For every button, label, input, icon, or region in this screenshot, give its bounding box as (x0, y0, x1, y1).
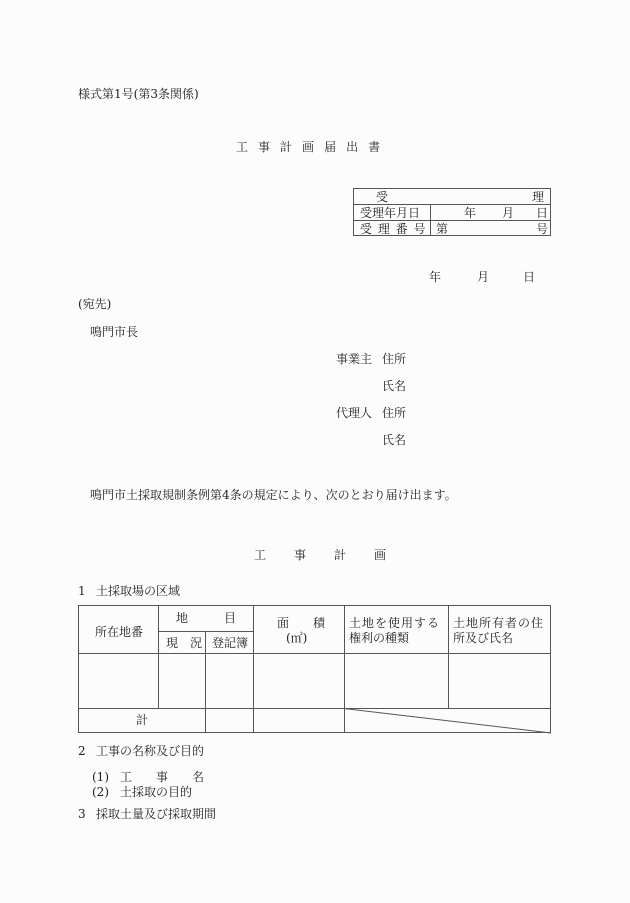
agent-label: 代理人 (336, 406, 373, 420)
section-2-number: 2 (78, 744, 86, 758)
section-3-title: 採取土量及び採取期間 (96, 807, 217, 821)
section-2-item-2-label: 土採取の目的 (120, 785, 193, 799)
receipt-date-year: 年 (464, 206, 477, 220)
total-label: 計 (136, 713, 149, 727)
business-owner-label: 事業主 (336, 352, 373, 366)
document-title (236, 141, 380, 153)
title-char: 計 (280, 140, 293, 154)
plan-title-char: 工 (254, 548, 267, 562)
section-1-title: 土採取場の区域 (96, 584, 181, 598)
business-owner-address-label: 住所 (382, 352, 407, 366)
header-rights-line2: 権利の種類 (349, 631, 410, 645)
header-rights: 土地を使用する (349, 616, 441, 630)
cell-rights[interactable] (345, 654, 448, 708)
cell-area[interactable] (254, 654, 344, 708)
land-area-table (78, 605, 551, 733)
date-month: 月 (477, 270, 490, 284)
header-owner-line2: 所及び氏名 (453, 631, 514, 645)
form-number: 様式第1号(第3条関係) (78, 87, 199, 101)
agent-address-label: 住所 (382, 406, 407, 420)
section-2-item-1-number: (1) (92, 770, 109, 784)
receipt-number-suffix: 号 (536, 222, 549, 236)
cell-registry[interactable] (206, 654, 253, 708)
date-year: 年 (429, 270, 442, 284)
header-land-category: 地 目 (176, 611, 237, 625)
plan-title-char: 画 (374, 548, 387, 562)
section-2-item-2-number: (2) (92, 785, 109, 799)
divider (430, 205, 431, 235)
header-area: 面 積 (277, 616, 326, 630)
receipt-number-prefix: 第 (436, 222, 449, 236)
title-char: 事 (258, 140, 271, 154)
cell-location[interactable] (79, 654, 158, 708)
plan-title-char: 計 (334, 548, 347, 562)
title-char: 画 (302, 140, 315, 154)
header-location: 所在地番 (95, 625, 144, 639)
statement: 鳴門市土採取規制条例第4条の規定により、次のとおり届け出ます。 (90, 488, 457, 502)
title-char: 工 (236, 140, 249, 154)
section-2-item-1-label: 工 事 名 (120, 770, 205, 784)
title-char: 出 (346, 140, 359, 154)
receipt-date-label: 受理年月日 (360, 206, 421, 220)
plan-title-char: 事 (294, 548, 307, 562)
receipt-header-left: 受 (376, 190, 389, 204)
header-area-unit: (㎡) (286, 631, 308, 645)
cell-current[interactable] (159, 654, 205, 708)
section-3-number: 3 (78, 807, 86, 821)
divider (354, 220, 550, 221)
agent-name-label: 氏名 (382, 433, 407, 447)
title-char: 届 (324, 140, 337, 154)
receipt-date-day: 日 (536, 206, 549, 220)
divider (354, 204, 550, 205)
section-1-number: 1 (78, 584, 86, 598)
date-day: 日 (523, 270, 536, 284)
addressee-label: (宛先) (78, 297, 112, 311)
receipt-box (353, 188, 551, 236)
receipt-header-right: 理 (532, 190, 545, 204)
section-2-title: 工事の名称及び目的 (96, 744, 205, 758)
header-current: 現 況 (166, 636, 203, 650)
cell-owner[interactable] (449, 654, 550, 708)
title-char: 書 (368, 140, 381, 154)
addressee: 鳴門市長 (90, 325, 139, 339)
plan-title (254, 549, 386, 561)
header-owner: 土地所有者の住 (453, 616, 545, 630)
receipt-date-month: 月 (502, 206, 515, 220)
header-registry: 登記簿 (212, 636, 249, 650)
receipt-number-label: 受 理 番 号 (360, 222, 427, 236)
business-owner-name-label: 氏名 (382, 379, 407, 393)
